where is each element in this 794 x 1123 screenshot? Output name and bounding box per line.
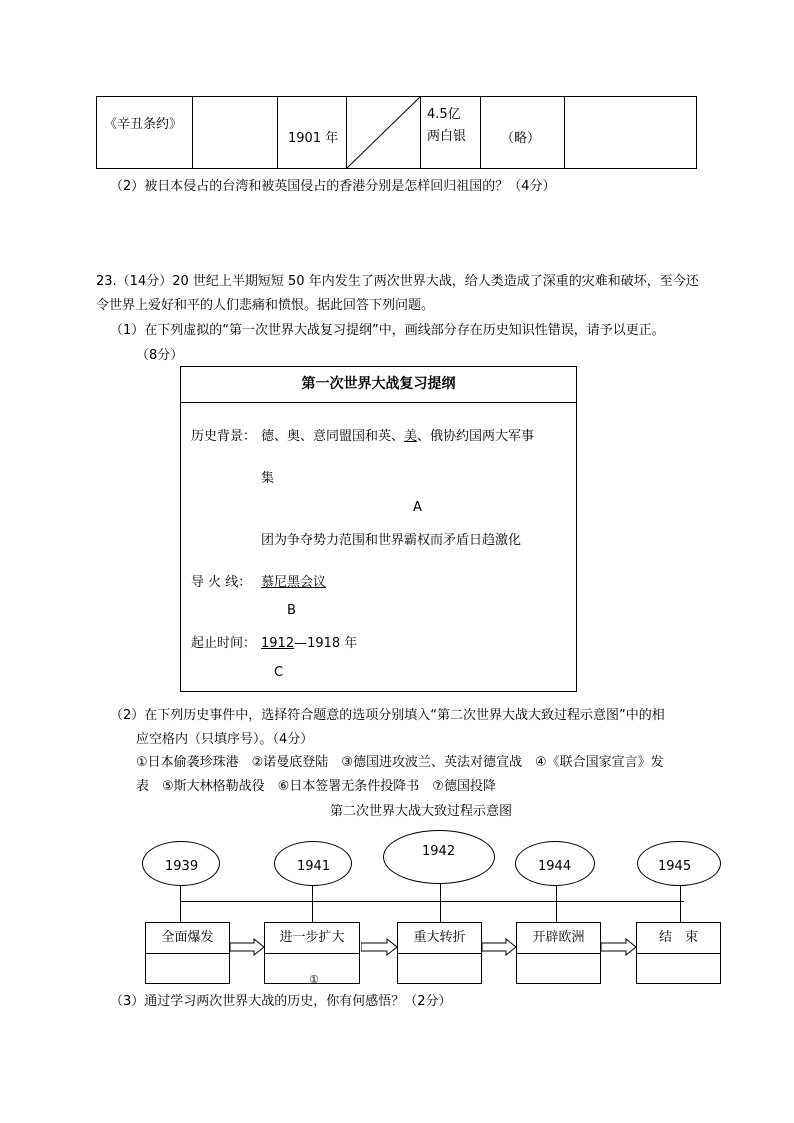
stage-label-3: 重大转折 (398, 923, 481, 954)
connector-1945 (680, 880, 681, 922)
stage-box-2 (264, 922, 360, 984)
stage-box-1 (145, 922, 230, 984)
mark-c: C (274, 665, 284, 680)
year-ellipse-1945 (637, 841, 721, 886)
year-ellipse-1939 (142, 841, 220, 886)
stage-box-3 (397, 922, 482, 984)
fuse-label: 导 火 线： (191, 575, 252, 590)
stage-box-4 (516, 922, 601, 984)
mark-b: B (287, 603, 296, 618)
stage-label-5: 结 束 (637, 923, 720, 954)
outline-title: 第一次世界大战复习提纲 (181, 367, 576, 403)
year-ellipse-1942 (383, 830, 495, 884)
question-23-1-line1: （1）在下列虚拟的“第一次世界大战复习提纲”中，画线部分存在历史知识性错误，请予以更正。 (110, 323, 665, 338)
arrow-icon-3 (482, 938, 517, 956)
question-23-2-line1: （2）在下列历史事件中，选择符合题意的选项分别填入“第二次世界大战大致过程示意图”中的相 (110, 708, 665, 723)
period-text (261, 632, 357, 651)
question-23-intro-1: 23.（14分）20 世纪上半期短短 50 年内发生了两次世界大战，给人类造成了深重的灾难和破坏，至今还 (96, 274, 699, 289)
amount-line1: 4.5亿 (427, 107, 461, 122)
question-22-2: （2）被日本侵占的台湾和被英国侵占的香港分别是怎样回归祖国的？（4分） (110, 179, 556, 194)
table-cell-year (277, 96, 347, 169)
stage-box-5 (636, 922, 721, 984)
arrow-icon-1 (230, 938, 265, 956)
connector-1942 (440, 880, 441, 922)
year-1945: 1945 (658, 859, 692, 874)
treaty-name: 《辛丑条约》 (104, 117, 183, 132)
diagram-title: 第二次世界大战大致过程示意图 (330, 804, 513, 819)
year-1941: 1941 (297, 859, 331, 874)
options-line1: ①日本偷袭珍珠港 ②诺曼底登陆 ③德国进攻波兰、英法对德宣战 ④《联合国家宣言》发 (136, 755, 664, 770)
arrow-icon-2 (361, 938, 398, 956)
table-cell-empty-1 (192, 96, 278, 169)
stage-label-4: 开辟欧洲 (517, 923, 600, 954)
table-cell-treaty-name (96, 96, 193, 169)
year-1939: 1939 (165, 859, 199, 874)
connector-1941 (312, 880, 313, 922)
omitted-text: （略） (501, 131, 541, 146)
fuse-text: 慕尼黑会议 (261, 575, 327, 590)
outline-box (180, 366, 577, 692)
background-text-2: 团为争夺势力范围和世界霸权而矛盾日趋激化 (261, 533, 522, 548)
underlined-period-start: 1912 (261, 636, 295, 651)
year-ellipse-1941 (274, 841, 352, 886)
question-23-2-line2: 应空格内（只填序号）。（4分） (136, 732, 314, 747)
year-1944: 1944 (538, 859, 572, 874)
table-cell-empty-2 (564, 96, 697, 169)
question-23-3: （3）通过学习两次世界大战的历史，你有何感悟？（2分） (110, 994, 452, 1009)
underlined-mei: 美 (404, 429, 418, 444)
treaty-year: 1901 年 (288, 131, 339, 146)
question-23-1-line2: （8分） (136, 348, 184, 363)
background-text-a: 德、奥、意同盟国和英、 (261, 429, 405, 444)
period-label: 起止时间： (191, 636, 257, 651)
year-1942: 1942 (422, 844, 456, 859)
table-cell-diagonal (346, 96, 421, 169)
stage-label-2: 进一步扩大 (265, 923, 359, 954)
year-ellipse-1944 (515, 841, 595, 886)
options-line2: 表 ⑤斯大林格勒战役 ⑥日本签署无条件投降书 ⑦德国投降 (136, 779, 496, 794)
diagonal-line (346, 96, 421, 169)
table-cell-amount (420, 96, 481, 169)
question-23-intro-2: 令世界上爱好和平的人们悲痛和愤恨。据此回答下列问题。 (96, 298, 435, 313)
table-cell-omitted (480, 96, 565, 169)
background-label: 历史背景： (191, 429, 257, 444)
background-text (261, 425, 534, 444)
mark-a: A (413, 500, 422, 515)
period-rest: —1918 年 (294, 636, 358, 651)
timeline-line (180, 901, 684, 902)
amount-line2: 两白银 (427, 129, 467, 144)
connector-1944 (556, 880, 557, 922)
arrow-icon-4 (601, 938, 637, 956)
connector-1939 (180, 880, 181, 922)
background-text-b: 、俄协约国两大军事 (417, 429, 535, 444)
background-text-cont: 集 (261, 471, 275, 486)
stage-label-1: 全面爆发 (146, 923, 229, 954)
circled-mark: ① (309, 973, 319, 986)
